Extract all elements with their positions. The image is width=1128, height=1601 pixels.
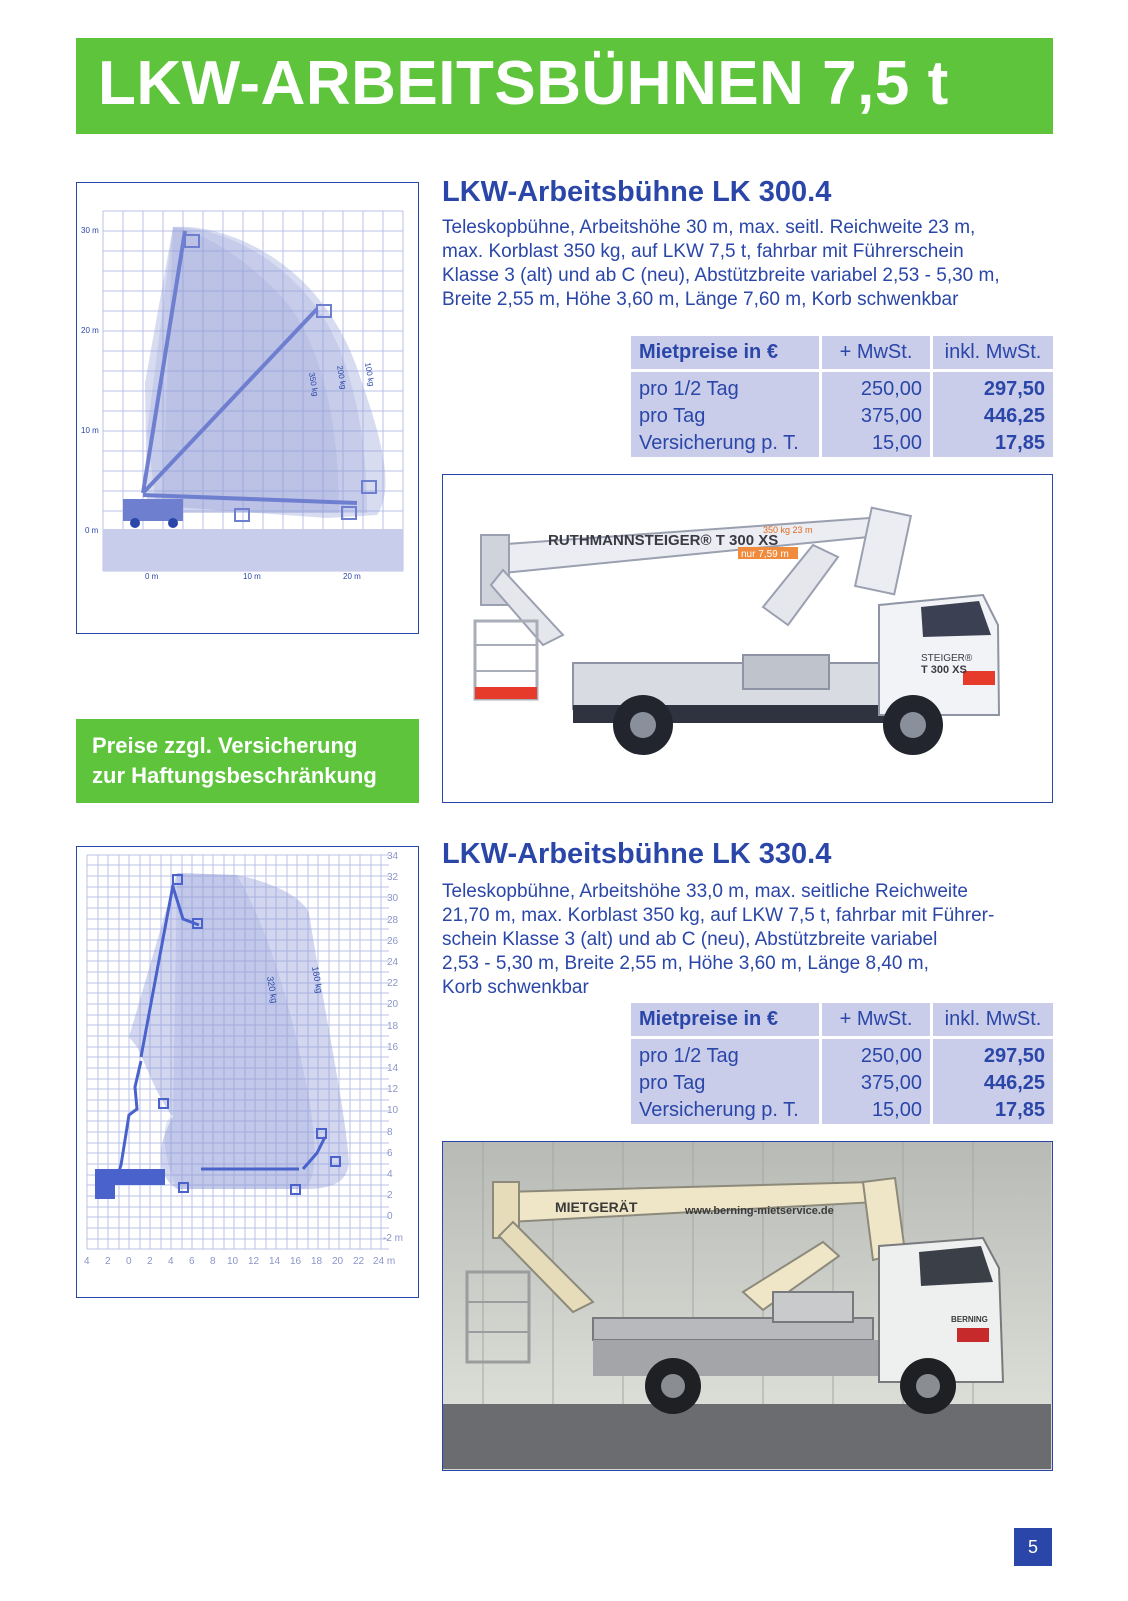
y-tick: 6 xyxy=(387,1148,393,1159)
price-net: 15,00 xyxy=(822,1097,933,1124)
price-row xyxy=(631,1097,1053,1124)
price-gross: 446,25 xyxy=(933,1070,1053,1097)
price-header: Mietpreise in € xyxy=(631,1003,822,1036)
description-line: Teleskopbühne, Arbeitshöhe 30 m, max. seitl. Reichweite 23 m, xyxy=(442,217,976,238)
product-description-lk300 xyxy=(442,216,1000,312)
price-label: Versicherung p. T. xyxy=(631,430,822,457)
x-tick: 4 xyxy=(84,1256,90,1267)
x-tick: 10 xyxy=(227,1256,239,1267)
note-line: Preise zzgl. Versicherung xyxy=(92,733,358,758)
y-tick: 12 xyxy=(387,1084,399,1095)
price-label: Versicherung p. T. xyxy=(631,1097,822,1124)
price-net: 375,00 xyxy=(822,1070,933,1097)
price-row xyxy=(631,372,1053,403)
y-tick: -2 m xyxy=(383,1233,403,1244)
x-tick: 16 xyxy=(290,1256,302,1267)
x-tick: 0 m xyxy=(145,572,159,581)
lk330-reach-diagram xyxy=(76,846,419,1298)
price-header: + MwSt. xyxy=(822,1003,933,1036)
y-tick: 10 m xyxy=(81,426,99,435)
price-label: pro 1/2 Tag xyxy=(631,1039,822,1070)
product-description-lk330 xyxy=(442,880,994,1000)
y-tick: 24 xyxy=(387,957,399,968)
y-tick: 20 m xyxy=(81,326,99,335)
x-tick: 18 xyxy=(311,1256,323,1267)
y-tick: 28 xyxy=(387,915,399,926)
price-table-lk330 xyxy=(631,1003,1053,1124)
price-gross: 17,85 xyxy=(933,1097,1053,1124)
product-title-lk330: LKW-Arbeitsbühne LK 330.4 xyxy=(442,838,832,870)
price-label: pro Tag xyxy=(631,1070,822,1097)
y-tick: 8 xyxy=(387,1127,393,1138)
price-net: 15,00 xyxy=(822,430,933,457)
y-tick: 30 xyxy=(387,893,399,904)
y-tick: 14 xyxy=(387,1063,399,1074)
lk300-truck-photo xyxy=(442,474,1053,803)
price-net: 375,00 xyxy=(822,403,933,430)
y-tick: 34 xyxy=(387,851,399,862)
price-row xyxy=(631,403,1053,430)
x-tick: 2 xyxy=(147,1256,153,1267)
y-tick: 22 xyxy=(387,978,399,989)
load-label: 320 kg xyxy=(265,975,280,1004)
note-line: zur Haftungsbeschränkung xyxy=(92,763,377,788)
price-table-lk300 xyxy=(631,336,1053,457)
y-tick: 10 xyxy=(387,1105,399,1116)
boom-url-text: www.berning-mietservice.de xyxy=(685,1205,834,1217)
boom-spec-text: 350 kg 23 m xyxy=(763,525,813,535)
cab-text-line2: T 300 XS xyxy=(921,664,967,676)
y-tick: 32 xyxy=(387,872,399,883)
x-tick: 10 m xyxy=(243,572,261,581)
lk330-truck-photo xyxy=(442,1141,1053,1471)
x-tick: 12 xyxy=(248,1256,260,1267)
description-line: schein Klasse 3 (alt) und ab C (neu), Abstützbreite variabel xyxy=(442,929,938,950)
header-banner xyxy=(76,38,1053,134)
x-tick: 20 xyxy=(332,1256,344,1267)
product-title-lk300: LKW-Arbeitsbühne LK 300.4 xyxy=(442,176,832,208)
boom-brand-text: MIETGERÄT xyxy=(555,1199,638,1215)
y-tick: 16 xyxy=(387,1042,399,1053)
x-tick: 24 m xyxy=(373,1256,396,1267)
load-label: 100 kg xyxy=(363,361,377,388)
y-tick: 18 xyxy=(387,1021,399,1032)
x-tick: 6 xyxy=(189,1256,195,1267)
x-tick: 22 xyxy=(353,1256,365,1267)
x-tick: 4 xyxy=(168,1256,174,1267)
page-number: 5 xyxy=(1014,1528,1052,1566)
price-gross: 297,50 xyxy=(933,1039,1053,1070)
door-text: BERNING xyxy=(951,1315,988,1324)
price-net: 250,00 xyxy=(822,372,933,403)
description-line: Korb schwenkbar xyxy=(442,977,589,998)
x-tick: 14 xyxy=(269,1256,281,1267)
price-header: inkl. MwSt. xyxy=(933,336,1053,369)
page-title: LKW-ARBEITSBÜHNEN 7,5 t xyxy=(98,49,949,118)
insurance-note xyxy=(76,719,419,803)
y-tick: 2 xyxy=(387,1190,393,1201)
y-tick: 4 xyxy=(387,1169,393,1180)
description-line: Teleskopbühne, Arbeitshöhe 33,0 m, max. seitliche Reichweite xyxy=(442,881,968,902)
description-line: 2,53 - 5,30 m, Breite 2,55 m, Höhe 3,60 m, Länge 8,40 m, xyxy=(442,953,929,974)
boom-brand-text: RUTHMANNSTEIGER® T 300 XS xyxy=(548,532,779,549)
y-tick: 30 m xyxy=(81,226,99,235)
lk300-reach-diagram xyxy=(76,182,419,634)
y-tick: 0 m xyxy=(85,526,99,535)
description-line: max. Korblast 350 kg, auf LKW 7,5 t, fahrbar mit Führerschein xyxy=(442,241,964,262)
description-line: Breite 2,55 m, Höhe 3,60 m, Länge 7,60 m, Korb schwenkbar xyxy=(442,289,959,310)
price-header: + MwSt. xyxy=(822,336,933,369)
x-tick: 20 m xyxy=(343,572,361,581)
price-row xyxy=(631,1039,1053,1070)
price-row xyxy=(631,430,1053,457)
price-gross: 446,25 xyxy=(933,403,1053,430)
price-gross: 17,85 xyxy=(933,430,1053,457)
load-label: 160 kg xyxy=(310,965,325,994)
price-header: Mietpreise in € xyxy=(631,336,822,369)
y-tick: 0 xyxy=(387,1211,393,1222)
x-tick: 0 xyxy=(126,1256,132,1267)
height-tag: nur 7,59 m xyxy=(741,549,789,560)
cab-text-line1: STEIGER® xyxy=(921,653,973,664)
price-header: inkl. MwSt. xyxy=(933,1003,1053,1036)
price-label: pro Tag xyxy=(631,403,822,430)
price-label: pro 1/2 Tag xyxy=(631,372,822,403)
y-tick: 26 xyxy=(387,936,399,947)
description-line: 21,70 m, max. Korblast 350 kg, auf LKW 7,5 t, fahrbar mit Führer- xyxy=(442,905,995,926)
load-label: 200 kg xyxy=(335,364,349,391)
price-net: 250,00 xyxy=(822,1039,933,1070)
price-gross: 297,50 xyxy=(933,372,1053,403)
description-line: Klasse 3 (alt) und ab C (neu), Abstützbreite variabel 2,53 - 5,30 m, xyxy=(442,265,1000,286)
load-label: 350 kg xyxy=(307,371,321,398)
y-tick: 20 xyxy=(387,999,399,1010)
price-row xyxy=(631,1070,1053,1097)
x-tick: 8 xyxy=(210,1256,216,1267)
x-tick: 2 xyxy=(105,1256,111,1267)
